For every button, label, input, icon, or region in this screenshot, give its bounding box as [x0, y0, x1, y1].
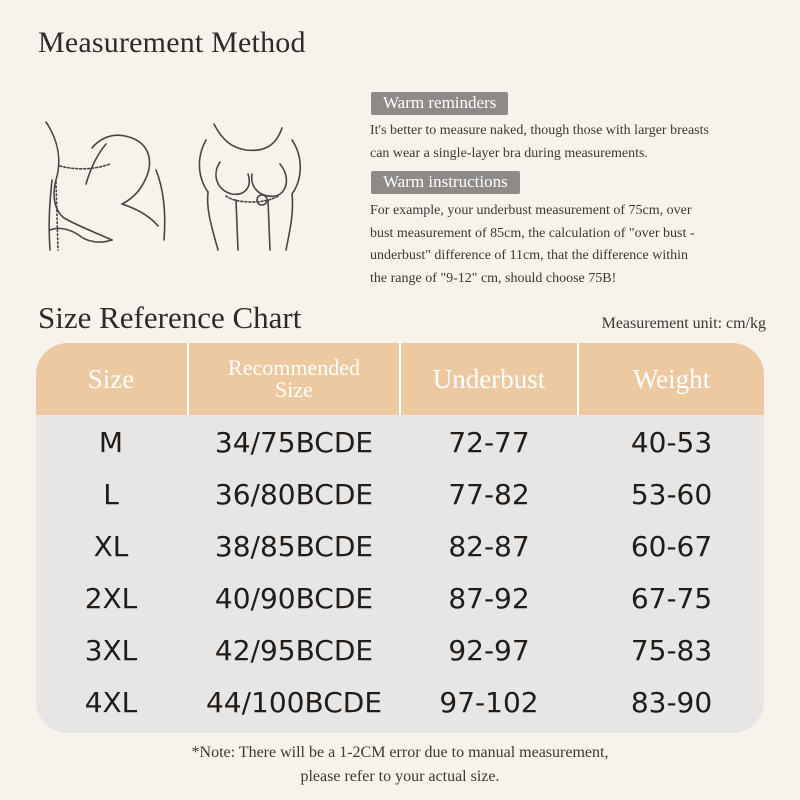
size-table-header	[36, 343, 764, 415]
cell-underbust: 77-82	[448, 477, 530, 511]
cell-recommended-size: 40/90BCDE	[214, 581, 374, 615]
measurement-unit-label: Measurement unit: cm/kg	[601, 315, 766, 332]
table-row	[36, 520, 764, 572]
cell-size: M	[98, 425, 124, 459]
cell-recommended-size: 38/85BCDE	[214, 529, 374, 563]
cell-underbust: 72-77	[448, 425, 530, 459]
table-row	[36, 624, 764, 676]
instruction-line: For example, your underbust measurement of 75cm, over	[370, 203, 692, 218]
table-row	[36, 572, 764, 624]
cell-size: 2XL	[84, 581, 138, 615]
cell-weight: 40-53	[630, 425, 713, 459]
header-underbust: Underbust	[432, 363, 546, 394]
cell-size: 4XL	[84, 685, 138, 719]
header-weight: Weight	[632, 363, 711, 394]
cell-weight: 75-83	[630, 633, 713, 667]
instruction-line: the range of "9-12" cm, should choose 75B!	[370, 270, 617, 286]
note-line: *Note: There will be a 1-2CM error due to manual measurement,	[191, 744, 609, 761]
measurement-note	[0, 741, 800, 789]
cell-recommended-size: 42/95BCDE	[214, 633, 374, 667]
cell-recommended-size: 44/100BCDE	[205, 685, 383, 719]
cell-underbust: 92-97	[448, 633, 530, 667]
size-chart-title: Size Reference Chart	[38, 300, 302, 335]
measurement-illustration	[36, 100, 336, 270]
cell-size: XL	[93, 529, 129, 563]
cell-size: L	[103, 477, 119, 511]
cell-underbust: 82-87	[448, 529, 530, 563]
header-recommended-line: Size	[275, 377, 313, 402]
front-view-figure-icon	[199, 124, 300, 250]
cell-size: 3XL	[84, 633, 138, 667]
instruction-line: bust measurement of 85cm, the calculation of "over bust -	[370, 225, 695, 241]
cell-weight: 53-60	[630, 477, 713, 511]
table-row	[36, 676, 764, 728]
table-row	[36, 468, 764, 520]
warm-instructions-tag: Warm instructions	[371, 171, 520, 194]
reminder-line: can wear a single-layer bra during measurements.	[370, 145, 648, 161]
header-size: Size	[87, 363, 135, 394]
cell-weight: 67-75	[630, 581, 713, 615]
header-recommended-size	[189, 343, 399, 415]
warm-reminders-tag: Warm reminders	[371, 92, 508, 115]
reminder-line: It's better to measure naked, though those with larger breasts	[370, 123, 709, 138]
warm-instructions-text	[370, 200, 695, 290]
cell-recommended-size: 34/75BCDE	[214, 425, 374, 459]
cell-recommended-size: 36/80BCDE	[214, 477, 374, 511]
cell-underbust: 87-92	[448, 581, 530, 615]
cell-underbust: 97-102	[439, 685, 539, 719]
cell-weight: 83-90	[630, 685, 713, 719]
table-row	[36, 416, 764, 468]
cell-weight: 60-67	[630, 529, 713, 563]
header-recommended-line: Recommended	[228, 355, 360, 380]
note-line: please refer to your actual size.	[300, 768, 500, 785]
side-view-figure-icon	[46, 122, 165, 250]
warm-reminders-text	[370, 120, 709, 165]
size-table	[36, 343, 764, 733]
measurement-method-title: Measurement Method	[38, 26, 306, 59]
instruction-line: underbust" difference of 11cm, that the difference within	[370, 248, 689, 263]
